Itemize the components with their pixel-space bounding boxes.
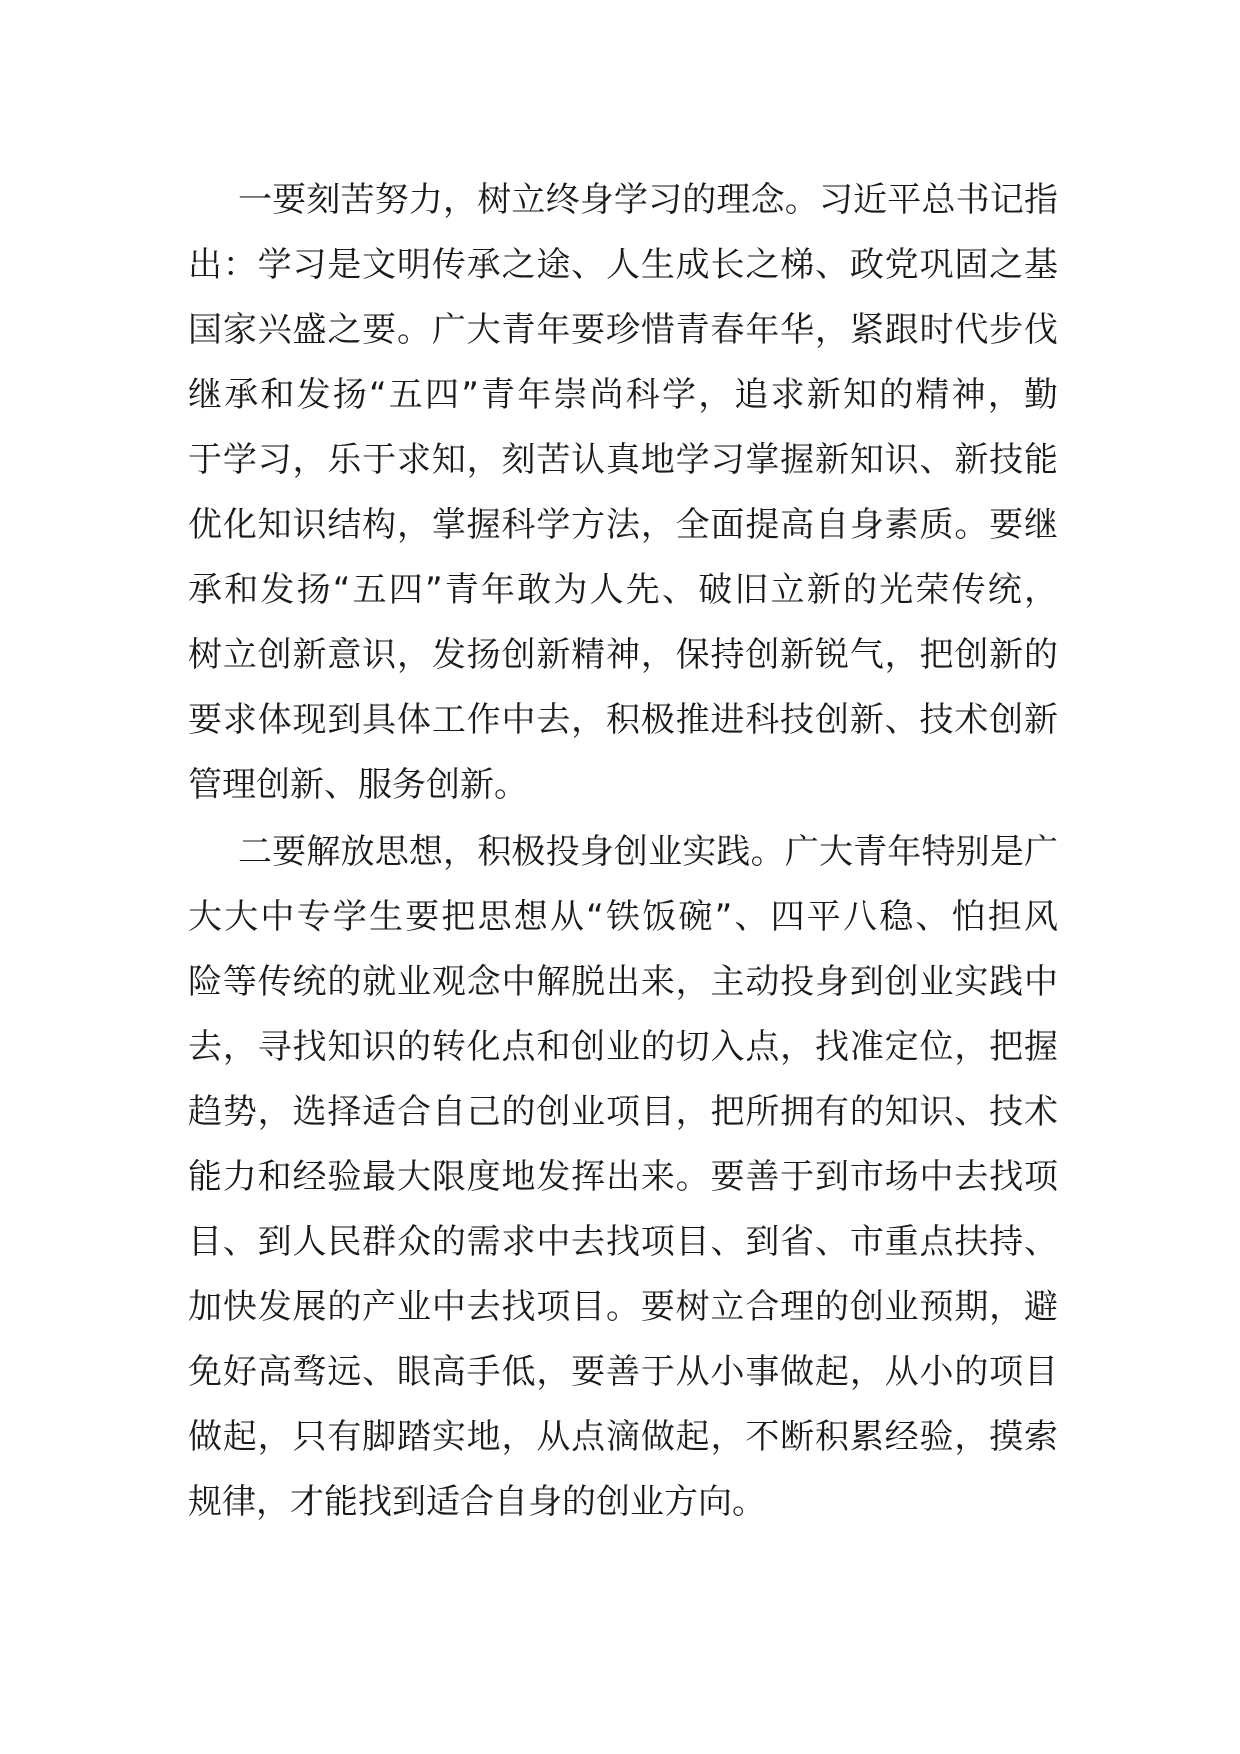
paragraph-line: 大大中专学生要把思想从“铁饭碗”、四平八稳、怕担风: [188, 897, 1058, 937]
paragraph-line: 目、到人民群众的需求中去找项目、到省、市重点扶持、: [188, 1222, 1058, 1262]
paragraph-line: 于学习，乐于求知，刻苦认真地学习掌握新知识、新技能: [188, 440, 1058, 480]
paragraph-line: 出：学习是文明传承之途、人生成长之梯、政党巩固之基: [188, 245, 1058, 285]
paragraph-line: 做起，只有脚踏实地，从点滴做起，不断积累经验，摸索: [188, 1417, 1058, 1457]
paragraph-line: 趋势，选择适合自己的创业项目，把所拥有的知识、技术: [188, 1092, 1058, 1132]
paragraph-line: 继承和发扬“五四”青年崇尚科学，追求新知的精神，勤: [188, 375, 1058, 415]
paragraph-line: 承和发扬“五四”青年敢为人先、破旧立新的光荣传统，: [188, 570, 1058, 610]
paragraph-line: 国家兴盛之要。广大青年要珍惜青春年华，紧跟时代步伐: [188, 310, 1058, 350]
paragraph-line: 去，寻找知识的转化点和创业的切入点，找准定位，把握: [188, 1027, 1058, 1067]
paragraph-line: 要求体现到具体工作中去，积极推进科技创新、技术创新: [188, 700, 1058, 740]
paragraph-line: 管理创新、服务创新。: [188, 765, 528, 805]
paragraph-line: 一要刻苦努力，树立终身学习的理念。习近平总书记指: [238, 180, 1058, 220]
paragraph-line: 规律，才能找到适合自身的创业方向。: [188, 1482, 766, 1522]
paragraph-line: 二要解放思想，积极投身创业实践。广大青年特别是广: [238, 832, 1058, 872]
paragraph-line: 加快发展的产业中去找项目。要树立合理的创业预期，避: [188, 1287, 1058, 1327]
paragraph-line: 优化知识结构，掌握科学方法，全面提高自身素质。要继: [188, 505, 1058, 545]
paragraph-line: 能力和经验最大限度地发挥出来。要善于到市场中去找项: [188, 1157, 1058, 1197]
paragraph-entrepreneurship: [188, 820, 1058, 1535]
paragraph-line: 险等传统的就业观念中解脱出来，主动投身到创业实践中: [188, 962, 1058, 1002]
paragraph-line: 免好高骛远、眼高手低，要善于从小事做起，从小的项目: [188, 1352, 1058, 1392]
paragraph-lifelong-learning: [188, 168, 1058, 818]
paragraph-line: 树立创新意识，发扬创新精神，保持创新锐气，把创新的: [188, 635, 1058, 675]
